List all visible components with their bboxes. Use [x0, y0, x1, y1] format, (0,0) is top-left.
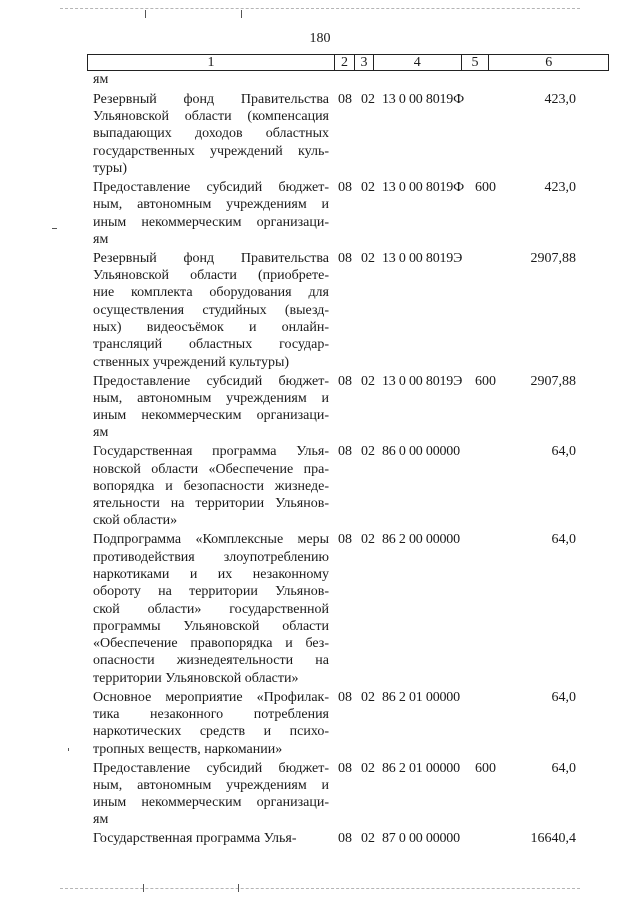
scan-mark	[145, 10, 146, 18]
row-name-line: ственных учреждений культуры)	[93, 354, 290, 370]
row-section: 08	[338, 689, 352, 705]
row-name	[93, 830, 329, 847]
row-name-line: Резервный фонд Правительства	[93, 250, 329, 266]
row-name-line: ям	[93, 812, 109, 828]
row-name-line: Предоставление субсидий бюджет-	[93, 373, 329, 389]
row-name	[93, 531, 329, 687]
row-name-line: ской области» государственной	[93, 601, 329, 617]
row-name	[93, 71, 329, 88]
row-subsection: 02	[361, 91, 375, 107]
row-name	[93, 179, 329, 248]
row-amount: 64,0	[551, 532, 576, 548]
row-section: 08	[338, 180, 352, 195]
scan-mark	[238, 884, 239, 892]
scan-edge-top	[60, 8, 580, 11]
row-name-line: тика незаконного потребления	[93, 706, 329, 722]
row-subsection: 02	[361, 180, 375, 195]
row-amount: 64,0	[551, 760, 576, 776]
row-name-line: Ульяновской области (компенсация	[93, 109, 329, 125]
row-section: 08	[338, 532, 352, 548]
row-name-line: Основное мероприятие «Профилак-	[93, 689, 329, 705]
row-name-line: вопорядка и безопасности жизнеде-	[93, 478, 329, 494]
row-name-line: осуществления студийных (выезд-	[93, 302, 329, 318]
row-name-line: новской области «Обеспечение пра-	[93, 461, 329, 477]
row-amount: 2907,88	[530, 250, 576, 266]
row-name-line: наркотиками и их незаконному	[93, 566, 329, 582]
row-target-code: 13 0 00 8019Э	[382, 250, 463, 266]
column-header-1: 1	[88, 55, 335, 70]
row-name-line: ской области»	[93, 513, 178, 529]
row-subsection: 02	[361, 760, 375, 776]
row-name-line: Предоставление субсидий бюджет-	[93, 760, 329, 776]
row-name-line: Ульяновской области (приобрете-	[93, 268, 329, 284]
page-number: 180	[309, 31, 331, 46]
row-name-line: ным, автономным учреждениям и	[93, 390, 329, 406]
row-name-line: противодействия злоупотреблению	[93, 549, 329, 565]
row-name-line: Государственная программа Улья-	[93, 444, 329, 460]
row-name-line: иным некоммерческим организаци-	[93, 214, 329, 230]
row-name-line: выпадающих доходов областных	[93, 126, 329, 142]
row-name-line: иным некоммерческим организаци-	[93, 795, 329, 811]
row-subsection: 02	[361, 444, 375, 460]
row-name-line: программы Ульяновской области	[93, 618, 329, 634]
row-amount: 64,0	[551, 444, 576, 460]
row-name-line: ным, автономным учреждениям и	[93, 777, 329, 793]
row-name-line: ным, автономным учреждениям и	[93, 197, 329, 213]
row-section: 08	[338, 760, 352, 776]
row-name-line: Подпрограмма «Комплексные меры	[93, 532, 329, 548]
row-name-line: трансляций областных государ-	[93, 337, 329, 353]
row-target-code: 86 2 01 00000	[382, 689, 460, 705]
row-name-line: Предоставление субсидий бюджет-	[93, 180, 329, 195]
row-subsection: 02	[361, 831, 375, 847]
row-name-line: туры)	[93, 161, 128, 177]
row-target-code: 13 0 00 8019Ф	[382, 180, 464, 195]
row-name-line: ных) видеосъёмок и онлайн-	[93, 319, 329, 335]
row-name-line: Резервный фонд Правительства	[93, 91, 329, 107]
scan-mark	[241, 10, 242, 18]
column-header-4: 4	[374, 55, 462, 70]
row-target-code: 86 0 00 00000	[382, 444, 460, 460]
row-target-code: 86 2 01 00000	[382, 760, 460, 776]
row-amount: 423,0	[544, 180, 576, 195]
row-amount: 423,0	[544, 91, 576, 107]
scan-mark	[68, 748, 69, 751]
row-name-line: ние комплекта оборудования для	[93, 285, 329, 301]
row-target-code: 87 0 00 00000	[382, 831, 460, 847]
row-expense-type: 600	[475, 760, 496, 776]
scan-mark	[143, 884, 144, 892]
row-name-line: ятельности на территории Ульянов-	[93, 496, 329, 512]
row-amount: 2907,88	[530, 373, 576, 389]
row-name	[93, 443, 329, 529]
row-subsection: 02	[361, 689, 375, 705]
row-section: 08	[338, 444, 352, 460]
row-name	[93, 760, 329, 829]
row-amount: 16640,4	[530, 831, 576, 847]
row-target-code: 86 2 00 00000	[382, 532, 460, 548]
row-target-code: 13 0 00 8019Ф	[382, 91, 464, 107]
row-section: 08	[338, 373, 352, 389]
row-name	[93, 689, 329, 758]
row-name-line: обороту на территории Ульянов-	[93, 584, 329, 600]
row-name-line: ям	[93, 231, 109, 247]
row-subsection: 02	[361, 373, 375, 389]
row-expense-type: 600	[475, 373, 496, 389]
row-name-line: ям	[93, 72, 109, 87]
row-name-line: наркотических средств и психо-	[93, 724, 329, 740]
row-name-line: опасности жизнедеятельности на	[93, 653, 329, 669]
row-expense-type: 600	[475, 180, 496, 195]
row-name	[93, 373, 329, 442]
row-name-line: государственных учреждений куль-	[93, 143, 329, 159]
row-subsection: 02	[361, 250, 375, 266]
row-section: 08	[338, 831, 352, 847]
row-name-line: «Обеспечение правопорядка и без-	[93, 636, 329, 652]
scan-edge-bottom	[60, 888, 580, 891]
row-name	[93, 91, 329, 177]
column-header-2: 2	[335, 55, 355, 70]
row-name-line: иным некоммерческим организаци-	[93, 408, 329, 424]
column-header-6: 6	[545, 55, 553, 70]
row-name	[93, 250, 329, 371]
row-name-line: территории Ульяновской области»	[93, 670, 299, 686]
scan-mark	[52, 228, 57, 229]
row-name-line: Государственная программа Улья-	[93, 831, 297, 847]
column-header-3: 3	[355, 55, 374, 70]
column-header-5: 5	[462, 55, 490, 70]
row-target-code: 13 0 00 8019Э	[382, 373, 463, 389]
row-name-line: тропных веществ, наркомании»	[93, 741, 283, 757]
row-subsection: 02	[361, 532, 375, 548]
row-amount: 64,0	[551, 689, 576, 705]
row-name-line: ям	[93, 425, 109, 441]
row-section: 08	[338, 250, 352, 266]
row-section: 08	[338, 91, 352, 107]
table-header	[87, 54, 609, 71]
